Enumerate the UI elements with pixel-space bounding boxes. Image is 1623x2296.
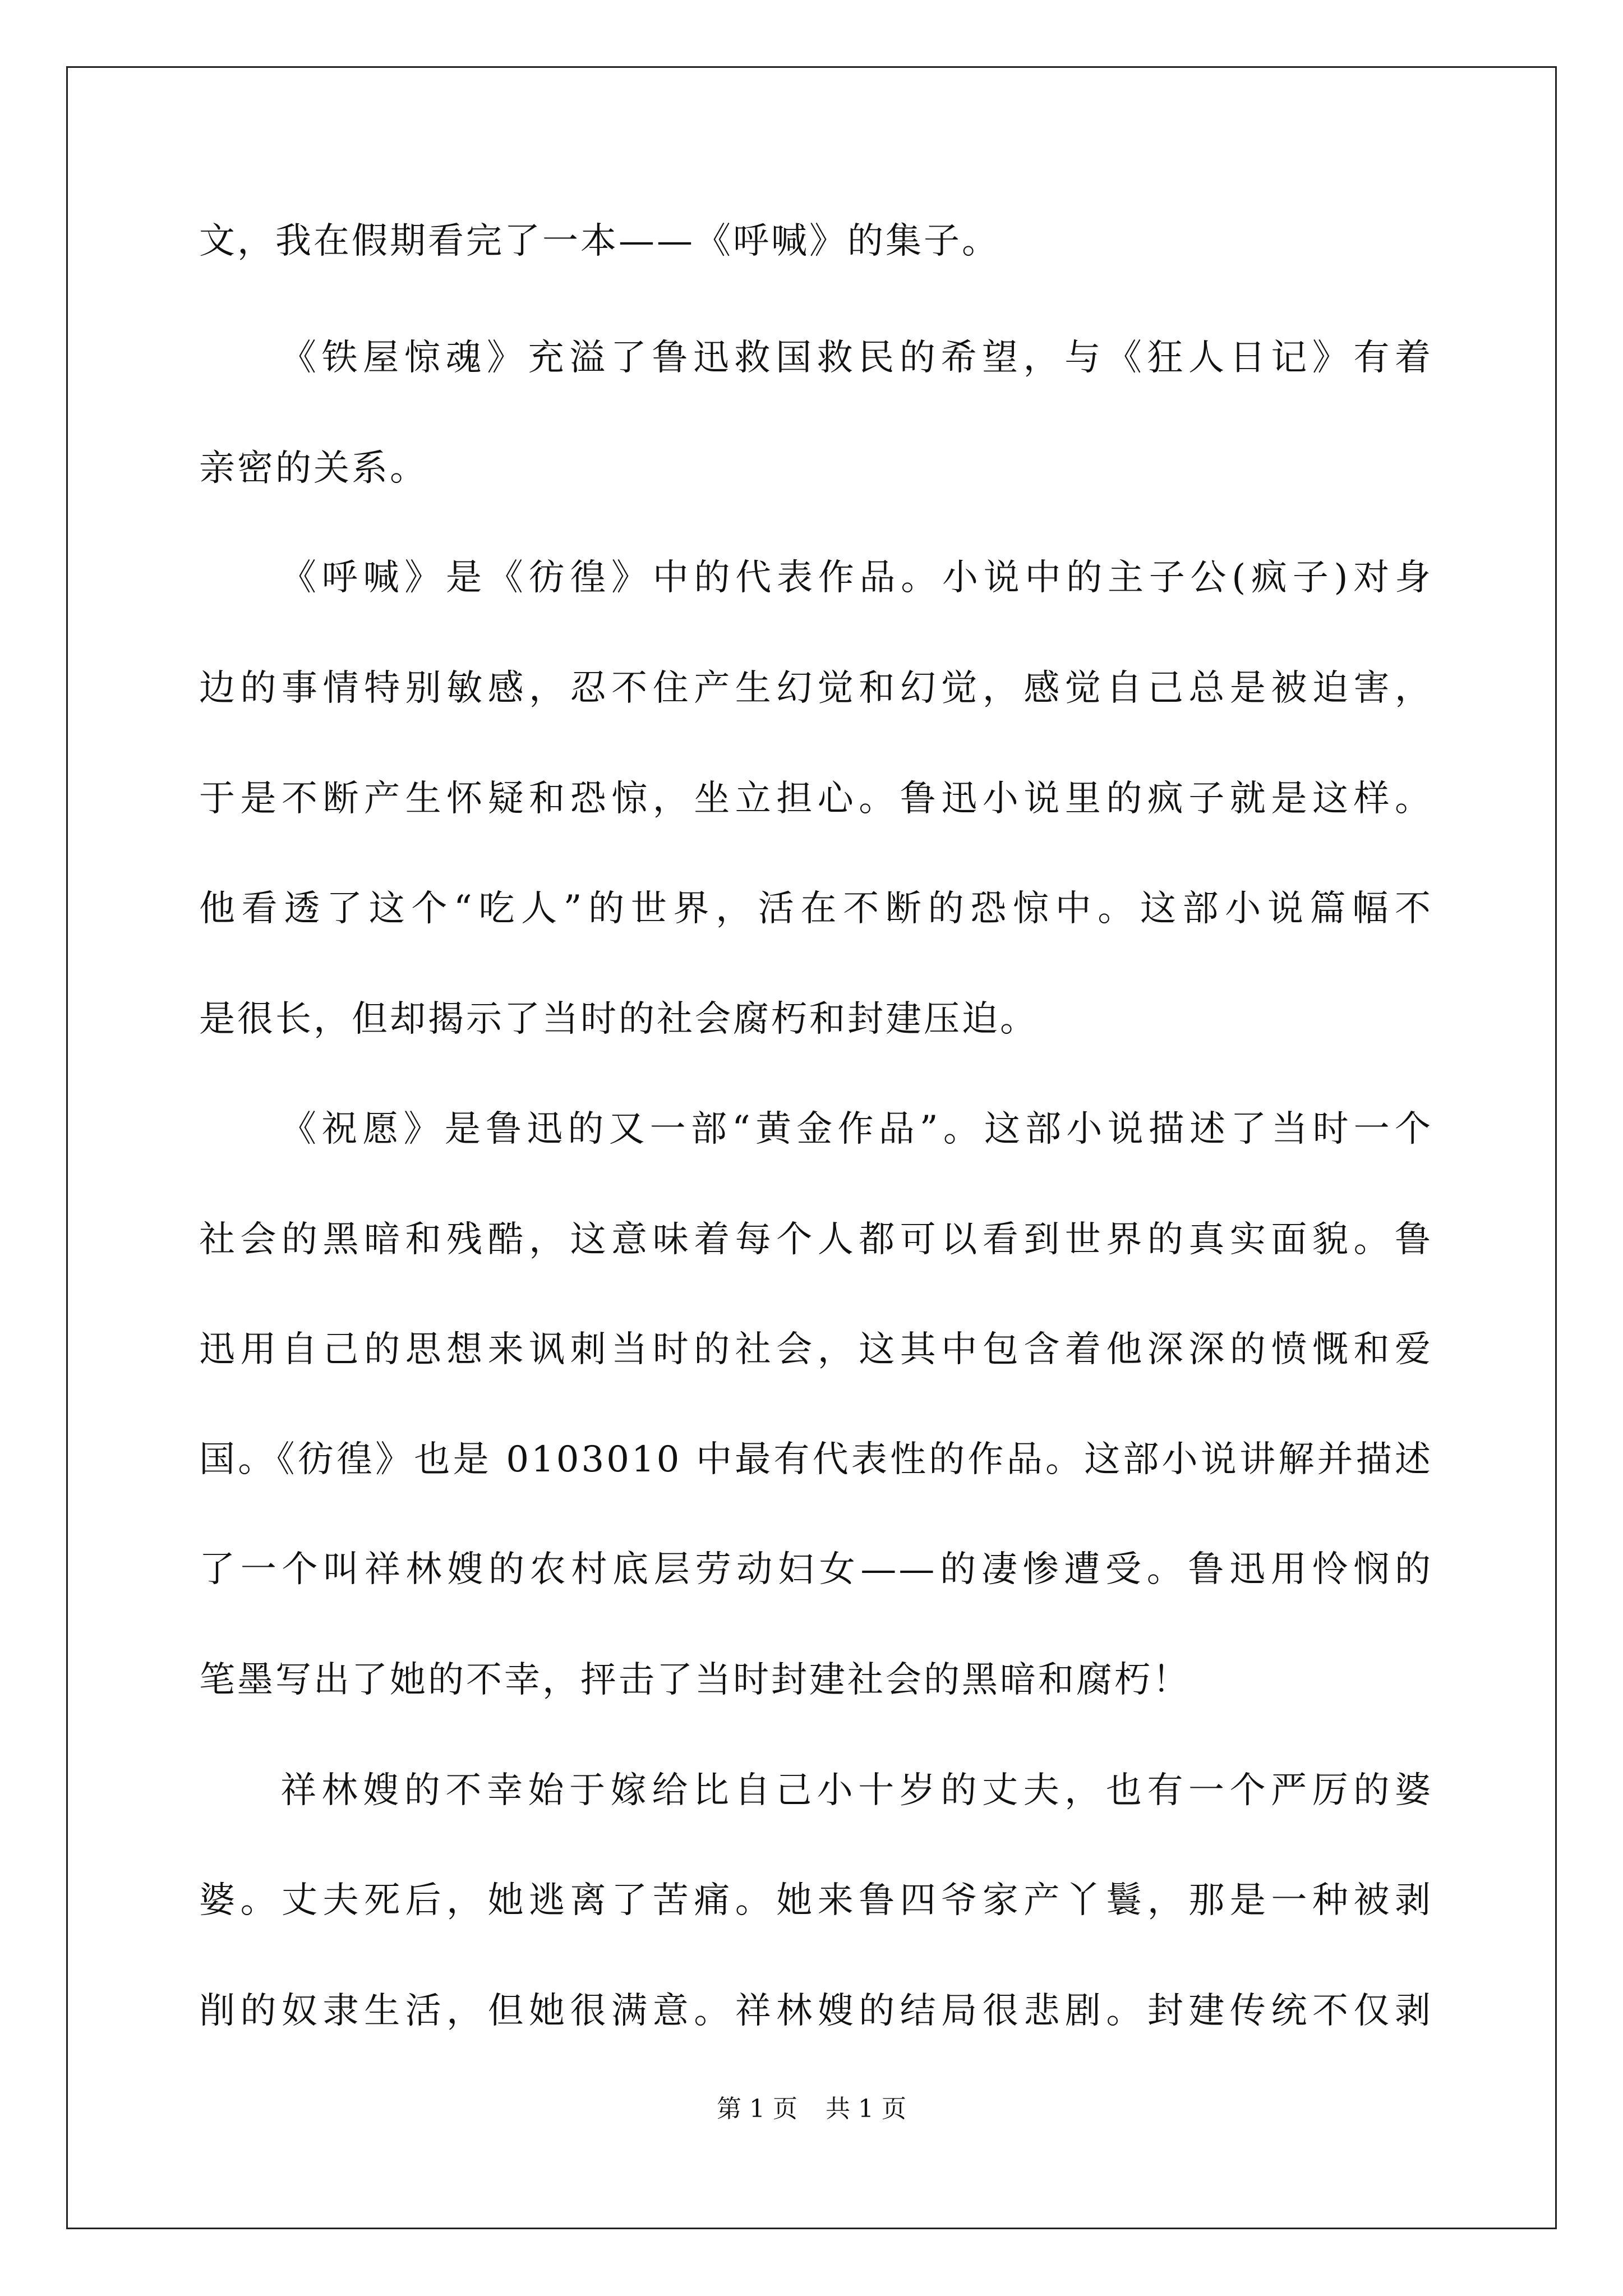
text-line-15: 祥林嫂的不幸始于嫁给比自己小十岁的丈夫，也有一个严厉的婆: [280, 1770, 1433, 1811]
text-line-3: 亲密的关系。: [199, 448, 428, 489]
page-number: 第 1 页: [717, 2095, 797, 2123]
text-line-6: 于是不断产生怀疑和恐惊，坐立担心。鲁迅小说里的疯子就是这样。: [199, 778, 1433, 820]
page-footer: [0, 2093, 1623, 2125]
text-line-17: 削的奴隶生活，但她很满意。祥林嫂的结局很悲剧。封建传统不仅剥: [199, 1990, 1433, 2032]
text-line-1: 文，我在假期看完了一本——《呼喊》的集子。: [199, 220, 1000, 262]
text-line-5: 边的事情特别敏感，忍不住产生幻觉和幻觉，感觉自己总是被迫害，: [199, 668, 1433, 709]
text-line-12: 国。《彷徨》也是 0103010 中最有代表性的作品。这部小说讲解并描述: [199, 1439, 1433, 1480]
text-line-7: 他看透了这个“吃人”的世界，活在不断的恐惊中。这部小说篇幅不: [199, 888, 1433, 930]
text-line-16: 婆。丈夫死后，她逃离了苦痛。她来鲁四爷家产丫鬟，那是一种被剥: [199, 1880, 1433, 1921]
text-line-14: 笔墨写出了她的不幸，抨击了当时封建社会的黑暗和腐朽！: [199, 1659, 1191, 1701]
text-line-10: 社会的黑暗和残酷，这意味着每个人都可以看到世界的真实面貌。鲁: [199, 1219, 1433, 1260]
text-line-13: 了一个叫祥林嫂的农村底层劳动妇女——的凄惨遭受。鲁迅用怜悯的: [199, 1549, 1433, 1590]
text-line-11: 迅用自己的思想来讽刺当时的社会，这其中包含着他深深的愤慨和爱: [199, 1329, 1433, 1370]
text-line-9: 《祝愿》是鲁迅的又一部“黄金作品”。这部小说描述了当时一个: [280, 1108, 1433, 1150]
text-line-8: 是很长，但却揭示了当时的社会腐朽和封建压迫。: [199, 999, 1038, 1040]
text-line-2: 《铁屋惊魂》充溢了鲁迅救国救民的希望，与《狂人日记》有着: [280, 337, 1433, 379]
text-line-4: 《呼喊》是《彷徨》中的代表作品。小说中的主子公(疯子)对身: [280, 557, 1433, 599]
total-pages: 共 1 页: [826, 2095, 906, 2123]
